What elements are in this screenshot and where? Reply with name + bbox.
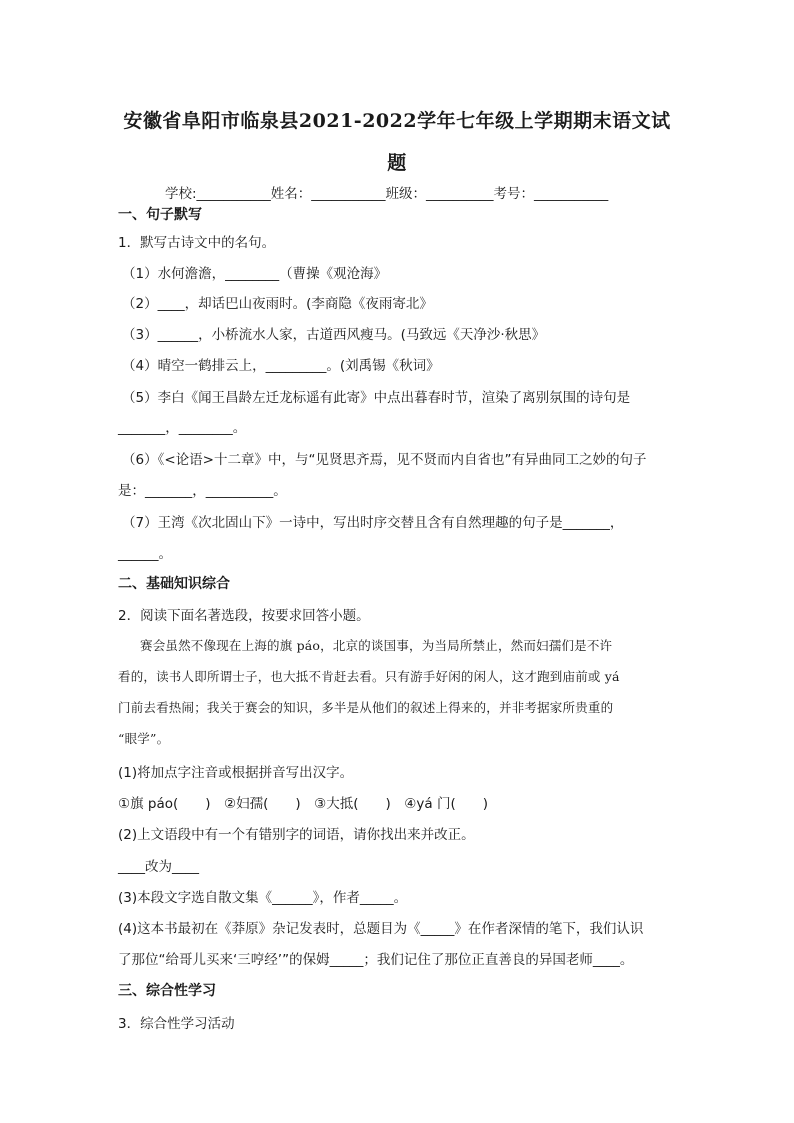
student-info-line: 学校:___________姓名：___________班级：__________考号：___________: [165, 186, 609, 202]
question-2: 2．阅读下面名著选段，按要求回答小题。: [118, 608, 370, 624]
question-1-item-6: （6）《<论语>十二章》中，与“见贤思齐焉，见不贤而内自省也”有异曲同工之妙的句子: [122, 452, 647, 468]
question-1-item-6-continued: 是：_______，__________。: [118, 483, 287, 499]
section-heading-1: 一、句子默写: [118, 207, 202, 223]
question-2-part-1-options: ①旗 páo( ) ②妇孺( ) ③大抵( ) ④yá 门( ): [118, 796, 488, 812]
question-3: 3．综合性学习活动: [118, 1016, 235, 1032]
passage-line-2: 看的，读书人即所谓士子，也大抵不肯赶去看。只有游手好闲的闲人，这才跑到庙前或 yá: [118, 669, 620, 684]
section-heading-3: 三、综合性学习: [118, 983, 216, 999]
question-1-item-1: （1）水何澹澹，________（曹操《观沧海》: [122, 266, 388, 282]
question-1-item-2: （2）____，却话巴山夜雨时。(李商隐《夜雨寄北》: [122, 296, 433, 312]
passage-line-1: 赛会虽然不像现在上海的旗 páo，北京的谈国事，为当局所禁止，然而妇孺们是不许: [140, 638, 613, 653]
document-title-continued: 题: [387, 152, 407, 174]
document-title: 安徽省阜阳市临泉县2021-2022学年七年级上学期期末语文试: [123, 110, 671, 132]
question-2-part-1: (1)将加点字注音或根据拼音写出汉字。: [118, 765, 354, 781]
question-1-item-7-continued: ______。: [118, 546, 172, 562]
section-heading-2: 二、基础知识综合: [118, 576, 230, 592]
passage-line-4: “眼学”。: [118, 731, 170, 746]
question-2-part-3: (3)本段文字选自散文集《______》，作者_____。: [118, 890, 408, 906]
question-2-part-4-continued: 了那位“给哥儿买来‘三哼经’”的保姆_____；我们记住了那位正直善良的异国老师____。: [118, 952, 634, 968]
question-2-part-2: (2)上文语段中有一个有错别字的词语，请你找出来并改正。: [118, 827, 475, 843]
question-1: 1．默写古诗文中的名句。: [118, 235, 276, 251]
question-1-item-5: （5）李白《闻王昌龄左迁龙标遥有此寄》中点出暮春时节，渲染了离别氛围的诗句是: [122, 390, 631, 406]
question-1-item-5-continued: _______，________。: [118, 420, 247, 436]
question-2-part-4: (4)这本书最初在《莽原》杂记发表时，总题目为《_____》在作者深情的笔下，我们认识: [118, 921, 644, 937]
question-1-item-7: （7）王湾《次北固山下》一诗中，写出时序交替且含有自然理趣的句子是_______，: [122, 515, 624, 531]
question-2-part-2-answer: ____改为____: [118, 859, 199, 875]
question-1-item-3: （3）______，小桥流水人家，古道西风瘦马。(马致远《天净沙·秋思》: [122, 327, 546, 343]
passage-line-3: 门前去看热闹；我关于赛会的知识，多半是从他们的叙述上得来的，并非考据家所贵重的: [118, 700, 614, 715]
question-1-item-4: （4）晴空一鹤排云上，_________。(刘禹锡《秋词》: [122, 358, 440, 374]
